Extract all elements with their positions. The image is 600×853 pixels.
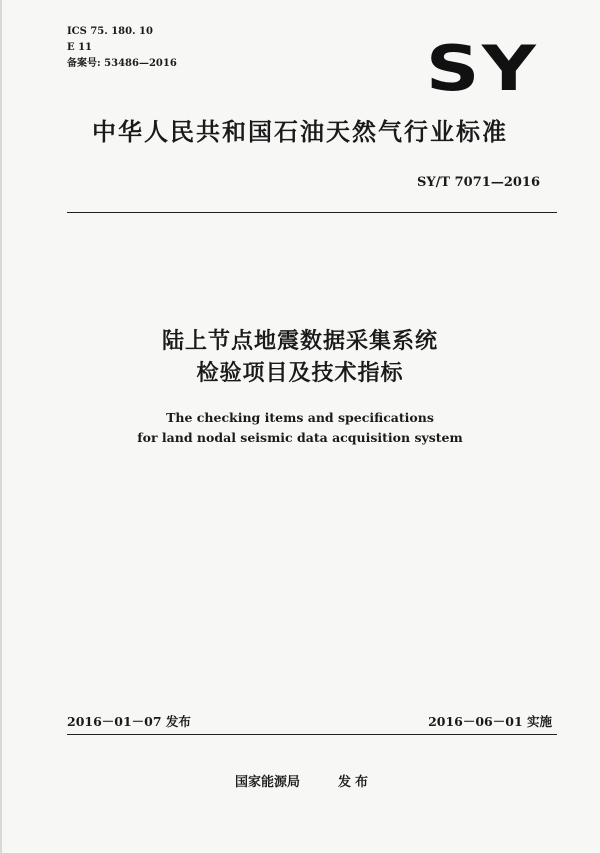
- classification-block: [67, 24, 177, 72]
- organization-title: 中华人民共和国石油天然气行业标准: [92, 118, 508, 146]
- title-en-line2: for land nodal seismic data acquisition system: [137, 430, 463, 445]
- title-zh-line2: 检验项目及技术指标: [196, 361, 404, 386]
- publisher: 国家能源局: [235, 775, 301, 790]
- header-rule: [67, 212, 557, 213]
- record-number: 备案号: 53486—2016: [67, 58, 177, 69]
- sy-logo: SY: [425, 32, 539, 105]
- issue-date: 2016－01－07 发布: [67, 714, 191, 729]
- standard-number: SY/T 7071—2016: [417, 175, 540, 190]
- ics-code: ICS 75. 180. 10: [67, 26, 153, 37]
- footer-rule: [67, 734, 557, 735]
- title-en-line1: The checking items and specifications: [166, 410, 434, 425]
- issue-word: 发布: [338, 775, 373, 790]
- title-zh-line1: 陆上节点地震数据采集系统: [161, 329, 438, 354]
- class-code: E 11: [67, 42, 93, 53]
- effective-date: 2016－06－01 实施: [428, 714, 552, 729]
